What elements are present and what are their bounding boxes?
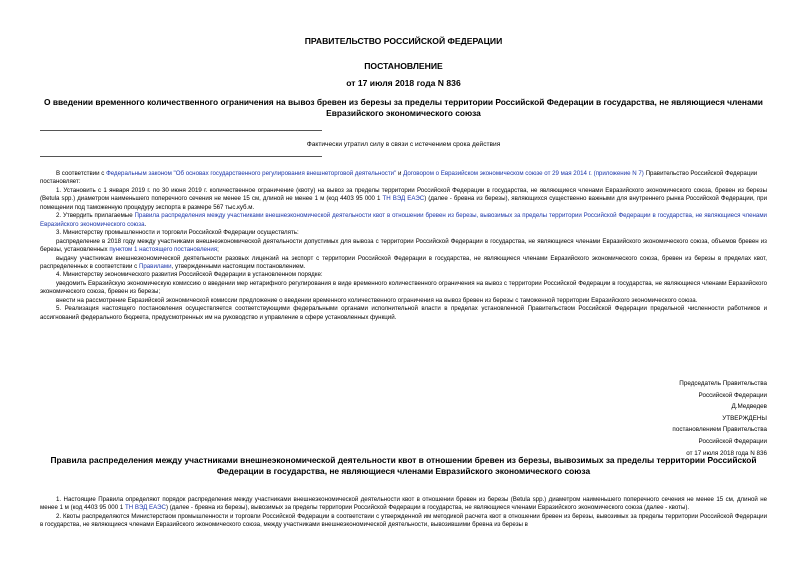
rule-1: 1. Настоящие Правила определяют порядок распределения между участниками внешнеэкономической деятельности квот в отношении бревен из березы (Betula spp.) диаметром наименьшего поперечного сечения не менее 15 см, длиной не менее 1 м (код 4403 95 000 1 ТН ВЭД ЕАЭС) (далее - бревна из березы), вывозимых за пределы территории Российской Федерации в государства, не являющиеся членами Евразийского экономического союза (далее - квоты). [40, 496, 767, 512]
item-4b: внести на рассмотрение Евразийской экономической комиссии предложение о введении временного количественного ограничения на вывоз бревен из березы с таможенной территории Евразийского экономического союза. [56, 296, 698, 304]
item-5: 5. Реализация настоящего постановления осуществляется соответствующими федеральными органами исполнительной власти в пределах установленной Правительством Российской Федерации предельной численности работников и ассигнований федерального бюджета, предусмотренных им на руководство и управление в сфере установленных функций. [40, 305, 767, 321]
status-note: Фактически утратил силу в связи с истечением срока действия [306, 141, 501, 148]
item-4: 4. Министерству экономического развития Российской Федерации в установленном порядке: [56, 271, 323, 279]
preamble: В соответствии с Федеральным законом "Об основах государственного регулирования внешнеторговой деятельности" и Договором о Евразийском экономическом союзе от 29 мая 2014 г. (приложение N 7) Правительство Российской Федерации [56, 170, 758, 177]
divider-top [40, 130, 322, 131]
rules-short-link[interactable]: Правилами [138, 262, 172, 270]
item-1: 1. Установить с 1 января 2019 г. по 30 июня 2019 г. количественное ограничение (квоту) на вывоз за пределы территории Российской Федерации в государства, не являющиеся членами Евразийского экономического союза, бревен из березы (Betula spp.) диаметром наименьшего поперечного сечения не менее 15 см, длиной не менее 1 м (код 4403 95 000 1 ТН ВЭД ЕАЭС) (далее - бревна из березы), являющихся существенно важными для внутреннего рынка Российской Федерации, при помещении под таможенную процедуру экспорта в размере 567 тыс.куб.м. [40, 186, 767, 211]
divider-bottom [40, 156, 322, 157]
item-4a: уведомить Евразийскую экономическую комиссию о введении мер нетарифного регулирования в виде временного количественного ограничения на вывоз с территории Российской Федерации в государства, не являющиеся членами Евразийского экономического союза, бревен из березы; [40, 279, 767, 296]
rules-title: Правила распределения между участниками внешнеэкономической деятельности квот в отношении бревен из березы, вывозимых за пределы территории Российской Федерации в государства, не являющиеся членами Евразийского экономического союза [50, 455, 757, 476]
federal-law-link[interactable]: Федеральным законом "Об основах государственного регулирования внешнеторговой деятельности" [106, 170, 397, 177]
signature-name: Д.Медведев [731, 403, 767, 411]
item-2: 2. Утвердить прилагаемые Правила распределения между участниками внешнеэкономической деятельности квот в отношении бревен из березы, вывозимых за пределы территории Российской Федерации в государства, не являющиеся членами Евразийского экономического союза. [40, 212, 767, 228]
tn-ved-link[interactable]: ТН ВЭД ЕАЭС [382, 195, 425, 203]
approved-label: УТВЕРЖДЕНЫ [722, 414, 767, 422]
rules-body [40, 496, 767, 530]
rules-link[interactable]: Правила распределения между участниками внешнеэкономической деятельности квот в отношении бревен из березы, вывозимых за пределы территории Российской Федерации в государства, не являющиеся членами Евразийского экономического союза [40, 212, 767, 228]
approval-date: от 17 июля 2018 года N 836 [686, 449, 767, 457]
document-type: ПОСТАНОВЛЕНИЕ [364, 61, 443, 71]
point-1-link[interactable]: пунктом 1 настоящего постановления [109, 246, 218, 254]
government-heading: ПРАВИТЕЛЬСТВО РОССИЙСКОЙ ФЕДЕРАЦИИ [304, 36, 503, 46]
decree-body [40, 170, 767, 322]
item-3: 3. Министерству промышленности и торговли Российской Федерации осуществлять: [56, 229, 299, 237]
rule-2: 2. Квоты распределяются Министерством промышленности и торговли Российской Федерации в соответствии с утвержденной им методикой расчета квот в отношении бревен из березы, вывозимых за пределы территории Российской Федерации в государства, не являющиеся членами Евразийского экономического союза, между участниками внешнеэкономической деятельности, вывозившими бревна из березы в [40, 512, 767, 529]
approval-line: постановлением Правительства [672, 426, 767, 434]
item-3a: распределение в 2018 году между участниками внешнеэкономической деятельности допустимых для вывоза с территории Российской Федерации в государства, не являющиеся членами Евразийского экономического союза, объемов бревен из березы, установленных пунктом 1 настоящего постановления; [40, 237, 767, 254]
eaeu-treaty-link[interactable]: Договором о Евразийском экономическом союзе от 29 мая 2014 г. (приложение N 7) [403, 170, 644, 177]
document-date-number: от 17 июля 2018 года N 836 [346, 78, 461, 88]
rules-tn-ved-link[interactable]: ТН ВЭД ЕАЭС [124, 504, 166, 512]
signature-block [547, 378, 767, 459]
signature-line: Председатель Правительства [679, 380, 767, 387]
decides-line: постановляет: [40, 178, 81, 186]
approval-line: Российской Федерации [698, 437, 767, 445]
signature-line: Российской Федерации [698, 391, 767, 399]
document-title: О введении временного количественного ограничения на вывоз бревен из березы за пределы территории Российской Федерации в государства, не являющиеся членами Евразийского экономического союза [44, 97, 763, 118]
item-3b: выдачу участникам внешнеэкономической деятельности разовых лицензий на экспорт с территории Российской Федерации в государства, не являющиеся членами Евразийского экономического союза, бревен из березы в пределах квот, распределенных в соответствии с Правилами, утвержденными настоящим постановлением. [40, 254, 767, 270]
